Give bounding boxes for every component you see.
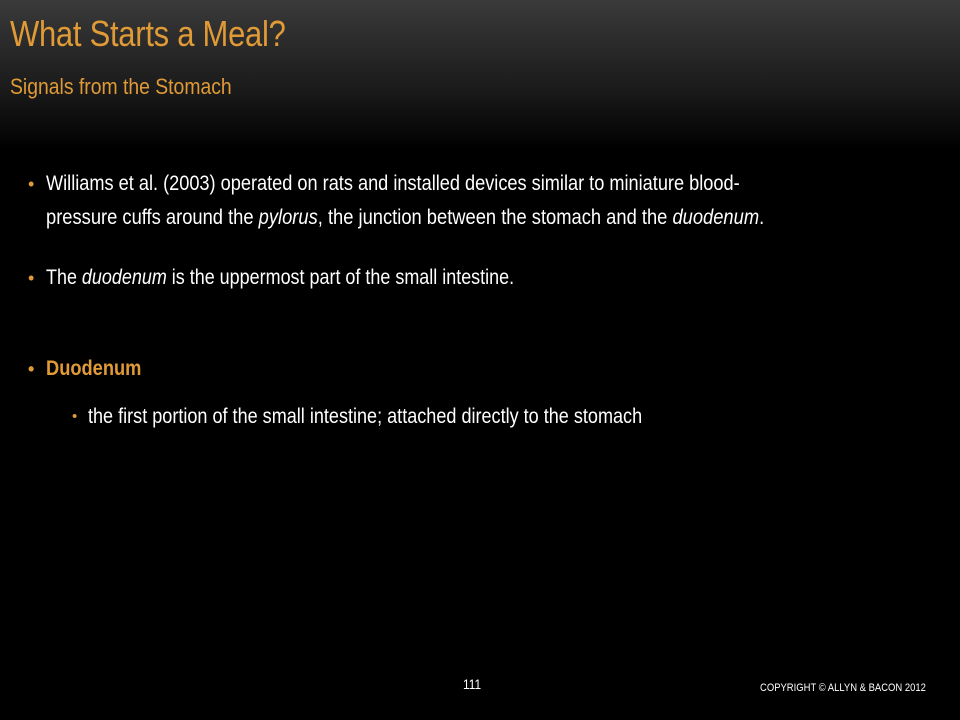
bullet-duodenum-definition — [28, 261, 593, 295]
slide-title: What Starts a Meal? — [10, 13, 286, 54]
page-number: 111 — [463, 676, 482, 692]
bullet-dot: • — [28, 268, 35, 288]
bullet-text-line: Williams et al. (2003) operated on rats and installed devices similar to miniature blood- — [46, 172, 740, 195]
bullet-dot: • — [28, 174, 35, 194]
definition-text: the first portion of the small intestine; attached directly to the stomach — [88, 405, 643, 428]
bullet-term-heading — [28, 352, 156, 386]
text-span: pressure cuffs around the — [46, 206, 259, 229]
bullet-dot: • — [72, 408, 78, 425]
term-duodenum: duodenum — [81, 266, 167, 289]
term-heading: Duodenum — [46, 357, 142, 380]
copyright-notice: COPYRIGHT © ALLYN & BACON 2012 — [760, 682, 926, 694]
text-span: , the junction between the stomach and the — [317, 206, 673, 229]
sub-bullet-definition — [72, 400, 732, 434]
text-span: is the uppermost part of the small intestine. — [166, 266, 515, 289]
text-span: . — [759, 206, 765, 229]
bullet-text-line — [46, 201, 764, 235]
bullet-dot: • — [28, 359, 35, 379]
bullet-williams — [28, 167, 869, 235]
text-span: The — [46, 266, 82, 289]
slide-subtitle: Signals from the Stomach — [10, 74, 232, 99]
term-duodenum: duodenum — [672, 206, 760, 229]
term-pylorus: pylorus — [258, 206, 318, 229]
bullet-text-line — [46, 261, 514, 295]
